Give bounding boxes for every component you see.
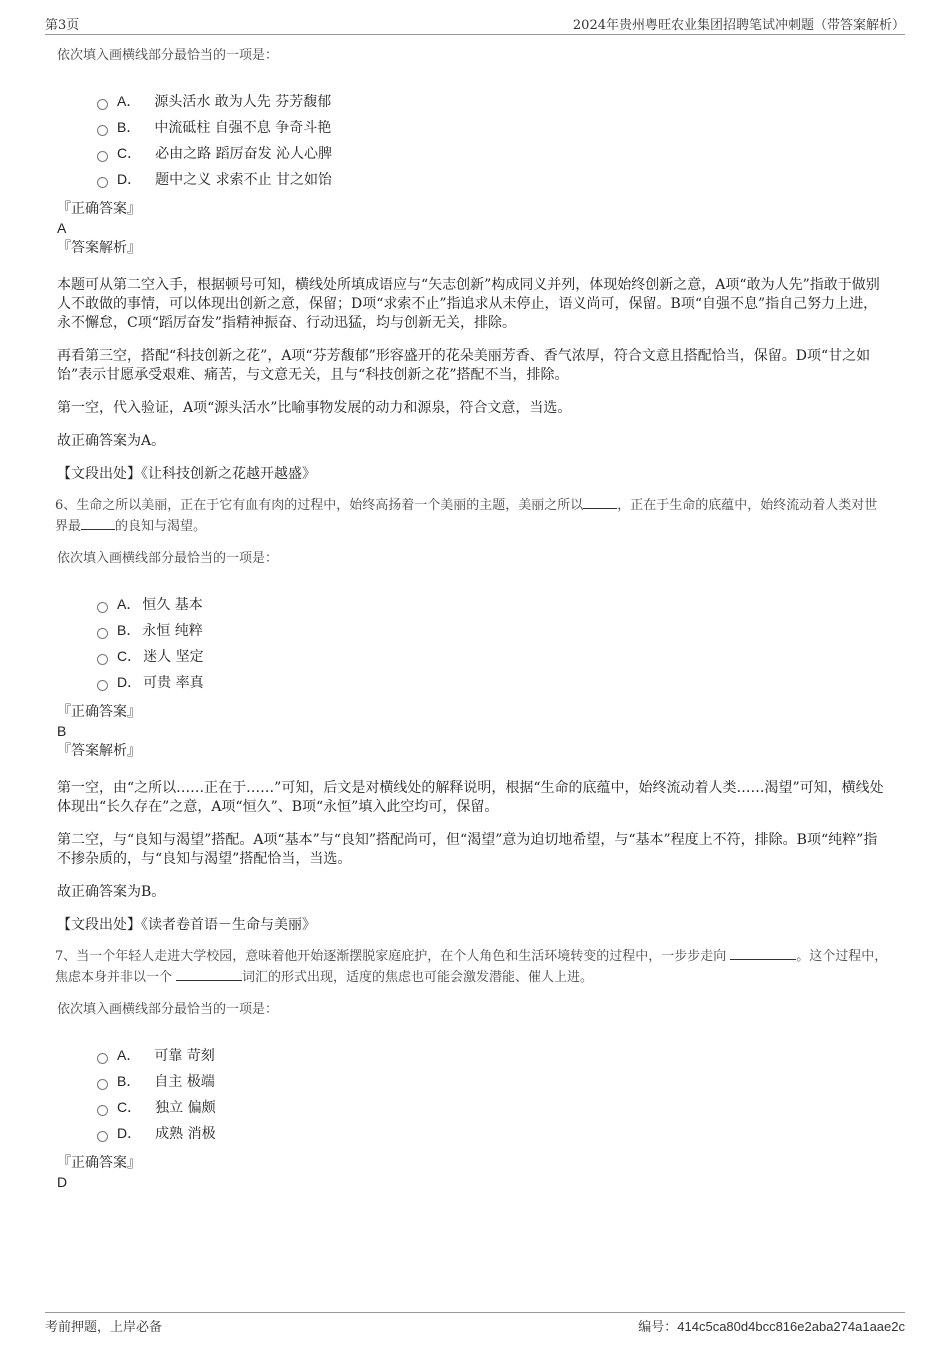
page-number: 第3页 — [45, 18, 80, 33]
q5-answer-label: 『正确答案』 — [57, 201, 141, 217]
q6-analysis-label: 『答案解析』 — [57, 743, 141, 759]
q6-text: 6、生命之所以美丽，正在于它有血有肉的过程中，始终高扬着一个美丽的主题，美丽之所以 ，正在于生命的底蕴中，始终流动着人类对世界最 的良知与渴望。 — [55, 498, 878, 534]
q7-text: 7、当一个年轻人走进大学校园，意味着他开始逐渐摆脱家庭庇护，在个人角色和生活环境转变的过程中，一步步走向 。这个过程中，焦虑本身并非以一个 词汇的形式出现，适度的焦虑也可能会激发潜能、催人上进。 — [55, 949, 888, 985]
q7-options — [97, 1042, 888, 1146]
footer-slogan: 考前押题，上岸必备 — [45, 1320, 163, 1335]
page-footer — [45, 1312, 905, 1335]
q7-option-d[interactable]: D． 成熟 消极 — [97, 1120, 888, 1146]
q5-instruction: 依次填入画横线部分最恰当的一项是： — [57, 48, 279, 63]
q7-option-c[interactable]: C． 独立 偏颇 — [97, 1094, 888, 1120]
q5-analysis-p2: 再看第三空，搭配“科技创新之花”，A项“芬芳馥郁”形容盛开的花朵美丽芳香、香气浓厚，符合文意且搭配恰当，保留。D项“甘之如饴”表示甘愿承受艰难、痛苦，与文意无关，且与“科技创新之花”搭配不当，排除。 — [57, 348, 871, 383]
radio-icon[interactable] — [97, 125, 108, 136]
q5-analysis-p4: 故正确答案为A。 — [57, 433, 166, 449]
q5-analysis-p1: 本题可从第二空入手，根据顿号可知，横线处所填成语应与“矢志创新”构成同义并列，体现始终创新之意，A项“敢为人先”指敢于做别人不敢做的事情，可以体现出创新之意，保留；D项“求索不止”指追求从未停止，语义尚可，保留。B项“自强不息”指自己努力上进，永不懈怠，C项“蹈厉奋发”指精神振奋、行动迅猛，均与创新无关，排除。 — [57, 277, 880, 331]
radio-icon[interactable] — [97, 151, 108, 162]
q6-answer-label: 『正确答案』 — [57, 704, 141, 720]
radio-icon[interactable] — [97, 177, 108, 188]
radio-icon[interactable] — [97, 628, 108, 639]
q5-analysis-label: 『答案解析』 — [57, 240, 141, 256]
q5-option-c[interactable]: C． 必由之路 蹈厉奋发 沁人心脾 — [97, 140, 888, 166]
q7-answer: D — [57, 1174, 68, 1190]
q6-option-b[interactable]: B． 永恒 纯粹 — [97, 617, 888, 643]
page-content — [57, 46, 888, 1193]
q5-option-d[interactable]: D． 题中之义 求索不止 甘之如饴 — [97, 166, 888, 192]
q7-instruction: 依次填入画横线部分最恰当的一项是： — [57, 1002, 279, 1017]
radio-icon[interactable] — [97, 1079, 108, 1090]
q6-answer: B — [57, 723, 67, 739]
blank-line — [730, 947, 796, 960]
q5-option-a[interactable]: A． 源头活水 敢为人先 芬芳馥郁 — [97, 88, 888, 114]
q5-option-b[interactable]: B． 中流砥柱 自强不息 争奇斗艳 — [97, 114, 888, 140]
q7-answer-label: 『正确答案』 — [57, 1155, 141, 1171]
radio-icon[interactable] — [97, 1105, 108, 1116]
blank-line — [176, 968, 242, 981]
q6-options — [97, 591, 888, 695]
radio-icon[interactable] — [97, 1131, 108, 1142]
blank-line — [81, 517, 115, 530]
radio-icon[interactable] — [97, 602, 108, 613]
q6-option-d[interactable]: D． 可贵 率真 — [97, 669, 888, 695]
q5-answer: A — [57, 220, 67, 236]
q5-source: 【文段出处】《让科技创新之花越开越盛》 — [57, 466, 316, 482]
radio-icon[interactable] — [97, 1053, 108, 1064]
q6-analysis-p3: 故正确答案为B。 — [57, 884, 166, 900]
q6-analysis-p1: 第一空，由“之所以……正在于……”可知，后文是对横线处的解释说明，根据“生命的底蕴中，始终流动着人类……渴望”可知，横线处体现出“长久存在”之意，A项“恒久”、B项“永恒”填入此空均可，保留。 — [57, 780, 884, 815]
q6-analysis-p2: 第二空，与“良知与渴望”搭配。A项“基本”与“良知”搭配尚可，但“渴望”意为迫切地希望，与“基本”程度上不符，排除。B项“纯粹”指不掺杂质的，与“良知与渴望”搭配恰当，当选。 — [57, 832, 878, 867]
radio-icon[interactable] — [97, 654, 108, 665]
q5-analysis-p3: 第一空，代入验证，A项“源头活水”比喻事物发展的动力和源泉，符合文意，当选。 — [57, 400, 572, 416]
document-title: 2024年贵州粤旺农业集团招聘笔试冲刺题（带答案解析） — [572, 18, 905, 33]
q6-source: 【文段出处】《读者卷首语－生命与美丽》 — [57, 917, 316, 933]
document-code: 编号：414c5ca80d4bcc816e2aba274a1aae2c — [638, 1319, 905, 1334]
q6-instruction: 依次填入画横线部分最恰当的一项是： — [57, 551, 279, 566]
blank-line — [583, 496, 617, 509]
radio-icon[interactable] — [97, 680, 108, 691]
q7-option-a[interactable]: A． 可靠 苛刻 — [97, 1042, 888, 1068]
q7-option-b[interactable]: B． 自主 极端 — [97, 1068, 888, 1094]
q5-options — [97, 88, 888, 192]
q6-option-c[interactable]: C． 迷人 坚定 — [97, 643, 888, 669]
radio-icon[interactable] — [97, 99, 108, 110]
q6-option-a[interactable]: A． 恒久 基本 — [97, 591, 888, 617]
page-header — [45, 12, 905, 35]
